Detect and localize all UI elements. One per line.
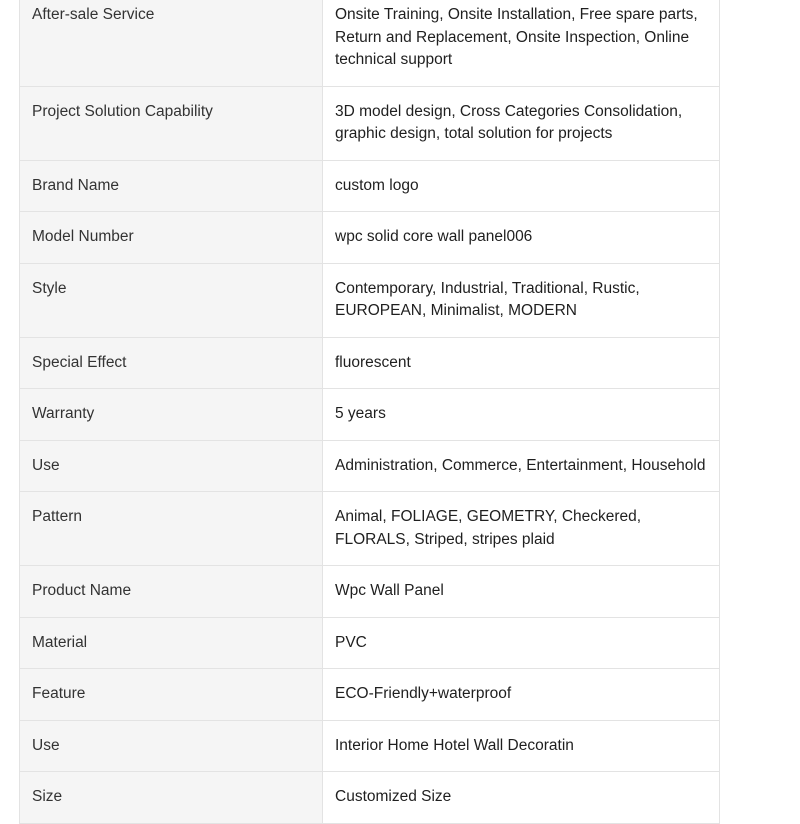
table-row <box>20 566 720 618</box>
spec-value: 5 years <box>323 389 720 441</box>
spec-label: Project Solution Capability <box>20 86 323 160</box>
spec-table-container <box>19 0 719 824</box>
spec-label: Use <box>20 720 323 772</box>
spec-label: After-sale Service <box>20 0 323 86</box>
product-spec-table <box>19 0 720 824</box>
table-row <box>20 160 720 212</box>
table-row <box>20 772 720 824</box>
spec-label: Brand Name <box>20 160 323 212</box>
table-row <box>20 0 720 86</box>
table-row <box>20 389 720 441</box>
spec-value: Interior Home Hotel Wall Decoratin <box>323 720 720 772</box>
spec-label: Product Name <box>20 566 323 618</box>
spec-value: wpc solid core wall panel006 <box>323 212 720 264</box>
spec-value: Onsite Training, Onsite Installation, Free spare parts, Return and Replacement, Onsite Inspection, Online technical support <box>323 0 720 86</box>
spec-label: Warranty <box>20 389 323 441</box>
spec-value: Animal, FOLIAGE, GEOMETRY, Checkered, FLORALS, Striped, stripes plaid <box>323 492 720 566</box>
spec-value: PVC <box>323 617 720 669</box>
table-row <box>20 212 720 264</box>
table-row <box>20 669 720 721</box>
spec-value: Customized Size <box>323 772 720 824</box>
table-row <box>20 720 720 772</box>
spec-value: Wpc Wall Panel <box>323 566 720 618</box>
spec-value: custom logo <box>323 160 720 212</box>
spec-value: ECO-Friendly+waterproof <box>323 669 720 721</box>
table-row <box>20 617 720 669</box>
spec-value: 3D model design, Cross Categories Consolidation, graphic design, total solution for projects <box>323 86 720 160</box>
spec-value: Administration, Commerce, Entertainment, Household <box>323 440 720 492</box>
spec-label: Use <box>20 440 323 492</box>
table-row <box>20 86 720 160</box>
table-row <box>20 263 720 337</box>
spec-value: fluorescent <box>323 337 720 389</box>
table-row <box>20 492 720 566</box>
spec-label: Pattern <box>20 492 323 566</box>
spec-value: Contemporary, Industrial, Traditional, Rustic, EUROPEAN, Minimalist, MODERN <box>323 263 720 337</box>
spec-label: Special Effect <box>20 337 323 389</box>
spec-label: Model Number <box>20 212 323 264</box>
spec-label: Size <box>20 772 323 824</box>
spec-label: Style <box>20 263 323 337</box>
table-row <box>20 337 720 389</box>
table-row <box>20 440 720 492</box>
spec-label: Feature <box>20 669 323 721</box>
spec-label: Material <box>20 617 323 669</box>
